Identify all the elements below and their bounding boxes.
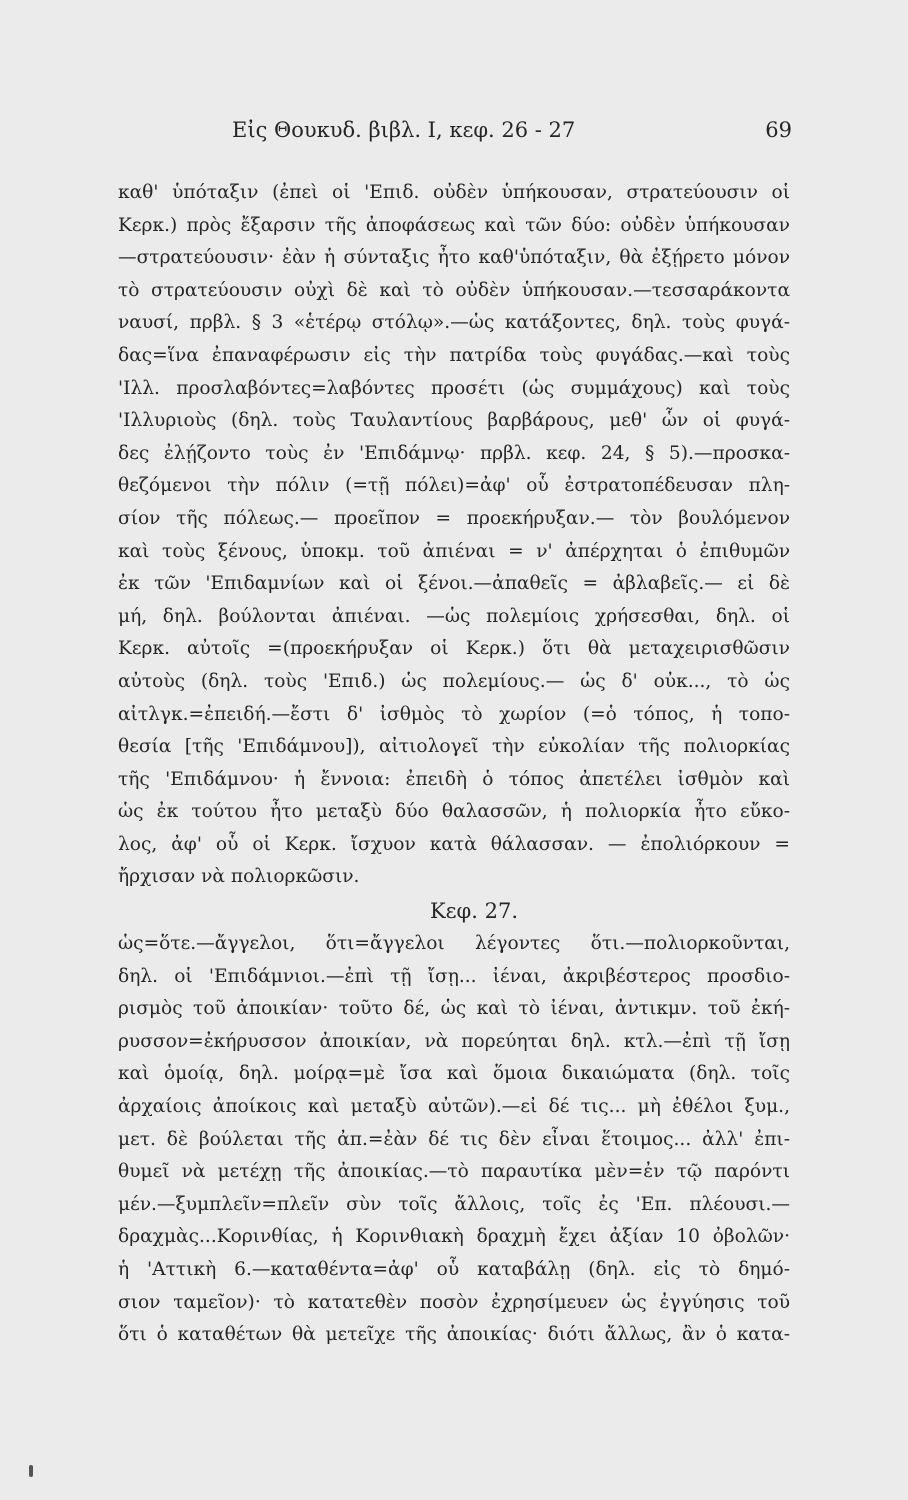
text-line: θεσία [τῆς 'Επιδάμνου]), αἰτιολογεῖ τὴν εὐκολίαν τῆς πολιορκίας bbox=[118, 736, 790, 758]
text-line: σίον τῆς πόλεως.— προεῖπον = προεκήρυξαν.— τὸν βουλόμενον bbox=[118, 507, 790, 529]
running-header bbox=[232, 118, 792, 154]
text-line: ὡς=ὅτε.—ἄγγελοι, ὅτι=ἄγγελοι λέγοντες ὅτι.—πολιορκοῦνται, bbox=[118, 933, 790, 955]
ink-mark bbox=[29, 1465, 33, 1477]
text-line: τὸ στρατεύουσιν οὐχὶ δὲ καὶ τὸ οὐδὲν ὑπήκουσαν.—τεσσαράκοντα bbox=[118, 279, 790, 301]
text-line: καθ' ὑπόταξιν (ἐπεὶ οἱ 'Επιδ. οὐδὲν ὑπήκουσαν, στρατεύουσιν οἱ bbox=[118, 182, 790, 203]
paragraph-1 bbox=[118, 177, 790, 894]
page-number: 69 bbox=[765, 118, 792, 142]
text-line: καὶ τοὺς ξένους, ὑποκμ. τοῦ ἀπιέναι = ν' ἀπέρχηται ὁ ἐπιθυμῶν bbox=[118, 540, 790, 562]
text-line: λος, ἀφ' οὗ οἱ Κερκ. ἴσχυον κατὰ θάλασσαν. — ἐπολιόρκουν = bbox=[118, 833, 790, 855]
paragraph-2 bbox=[118, 928, 790, 1352]
running-title: Εἰς Θουκυδ. βιβλ. Ι, κεφ. 26 - 27 bbox=[232, 118, 576, 142]
text-line: δας=ἵνα ἐπαναφέρωσιν εἰς τὴν πατρίδα τοὺς φυγάδας.—καὶ τοὺς bbox=[118, 344, 790, 366]
text-line: σιον ταμεῖον)· τὸ κατατεθὲν ποσὸν ἐχρησίμευεν ὡς ἐγγύησις τοῦ bbox=[118, 1291, 790, 1313]
text-line: ἀρχαίοις ἀποίκοις καὶ μεταξὺ αὐτῶν).—εἰ δέ τις... μὴ ἐθέλοι ξυμ., bbox=[118, 1096, 790, 1118]
text-line: δραχμὰς...Κορινθίας, ἡ Κορινθιακὴ δραχμὴ ἔχει ἀξίαν 10 ὀβολῶν· bbox=[118, 1226, 790, 1248]
text-line: Κερκ.) πρὸς ἔξαρσιν τῆς ἀποφάσεως καὶ τῶν δύο: οὐδὲν ὑπήκουσαν bbox=[118, 214, 790, 236]
text-line: μετ. δὲ βούλεται τῆς ἀπ.=ἐὰν δέ τις δὲν εἶναι ἕτοιμος... ἀλλ' ἐπι- bbox=[118, 1128, 790, 1150]
text-line: καὶ ὁμοίᾳ, δηλ. μοίρᾳ=μὲ ἴσα καὶ ὅμοια δικαιώματα (δηλ. τοῖς bbox=[118, 1063, 790, 1085]
text-line: αὐτοὺς (δηλ. τοὺς 'Επιδ.) ὡς πολεμίους.— ὡς δ' οὐκ..., τὸ ὡς bbox=[118, 670, 790, 692]
text-line: ὅτι ὁ καταθέτων θὰ μετεῖχε τῆς ἀποικίας· διότι ἄλλως, ἂν ὁ κατα- bbox=[118, 1324, 790, 1346]
text-line: —στρατεύουσιν· ἐὰν ἡ σύνταξις ἦτο καθ'ὑπόταξιν, θὰ ἐξῄρετο μόνον bbox=[118, 247, 790, 269]
text-line: ρισμὸς τοῦ ἀποικίαν· τοῦτο δέ, ὡς καὶ τὸ ἰέναι, ἀντικμν. τοῦ ἐκή- bbox=[118, 998, 790, 1020]
text-line: θυμεῖ νὰ μετέχῃ τῆς ἀποικίας.—τὸ παραυτίκα μὲν=ἐν τῷ παρόντι bbox=[118, 1161, 790, 1183]
text-line: μέν.—ξυμπλεῖν=πλεῖν σὺν τοῖς ἄλλοις, τοῖς ἐς 'Επ. πλέουσι.— bbox=[118, 1193, 790, 1215]
commentary-text bbox=[118, 177, 790, 1352]
text-line: ρυσσον=ἐκήρυσσον ἀποικίαν, νὰ πορεύηται δηλ. κτλ.—ἐπὶ τῇ ἴσῃ bbox=[118, 1030, 790, 1052]
text-line: θεζόμενοι τὴν πόλιν (=τῇ πόλει)=ἀφ' οὗ ἐστρατοπέδευσαν πλη- bbox=[118, 475, 790, 497]
text-line: ἐκ τῶν 'Επιδαμνίων καὶ οἱ ξένοι.—ἀπαθεῖς = ἀβλαβεῖς.— εἰ δὲ bbox=[118, 573, 790, 595]
text-line: ναυσί, πρβλ. § 3 «ἑτέρῳ στόλῳ».—ὡς κατάξοντες, δηλ. τοὺς φυγά- bbox=[118, 312, 790, 334]
text-line: ἤρχισαν νὰ πολιορκῶσιν. bbox=[118, 866, 360, 888]
section-heading: Κεφ. 27. bbox=[429, 899, 519, 924]
text-line: μή, δηλ. βούλονται ἀπιέναι. —ὡς πολεμίοις χρήσεσθαι, δηλ. οἱ bbox=[118, 605, 790, 627]
text-line: ὡς ἐκ τούτου ἦτο μεταξὺ δύο θαλασσῶν, ἡ πολιορκία ἦτο εὔκο- bbox=[118, 801, 790, 823]
text-line: 'Ιλλυριοὺς (δηλ. τοὺς Ταυλαντίους βαρβάρους, μεθ' ὧν οἱ φυγά- bbox=[118, 410, 790, 432]
text-line: τῆς 'Επιδάμνου· ἡ ἔννοια: ἐπειδὴ ὁ τόπος ἀπετέλει ἰσθμὸν καὶ bbox=[118, 768, 790, 790]
text-line: 'Ιλλ. προσλαβόντες=λαβόντες προσέτι (ὡς συμμάχους) καὶ τοὺς bbox=[118, 377, 790, 399]
text-line: ἡ 'Αττικὴ 6.—καταθέντα=ἀφ' οὗ καταβάλῃ (δηλ. εἰς τὸ δημό- bbox=[118, 1259, 790, 1280]
text-line: δηλ. οἱ 'Επιδάμνιοι.—ἐπὶ τῇ ἴσῃ... ἰέναι, ἀκριβέστερος προσδιο- bbox=[118, 965, 790, 987]
text-line: αἰτλγκ.=ἐπειδή.—ἔστι δ' ἰσθμὸς τὸ χωρίον (=ὁ τόπος, ἡ τοπο- bbox=[118, 703, 790, 725]
text-line: Κερκ. αὐτοῖς =(προεκήρυξαν οἱ Κερκ.) ὅτι θὰ μεταχειρισθῶσιν bbox=[118, 638, 790, 660]
text-line: δες ἐλῄζοντο τοὺς ἐν 'Επιδάμνῳ· πρβλ. κεφ. 24, § 5).—προσκα- bbox=[118, 442, 790, 464]
